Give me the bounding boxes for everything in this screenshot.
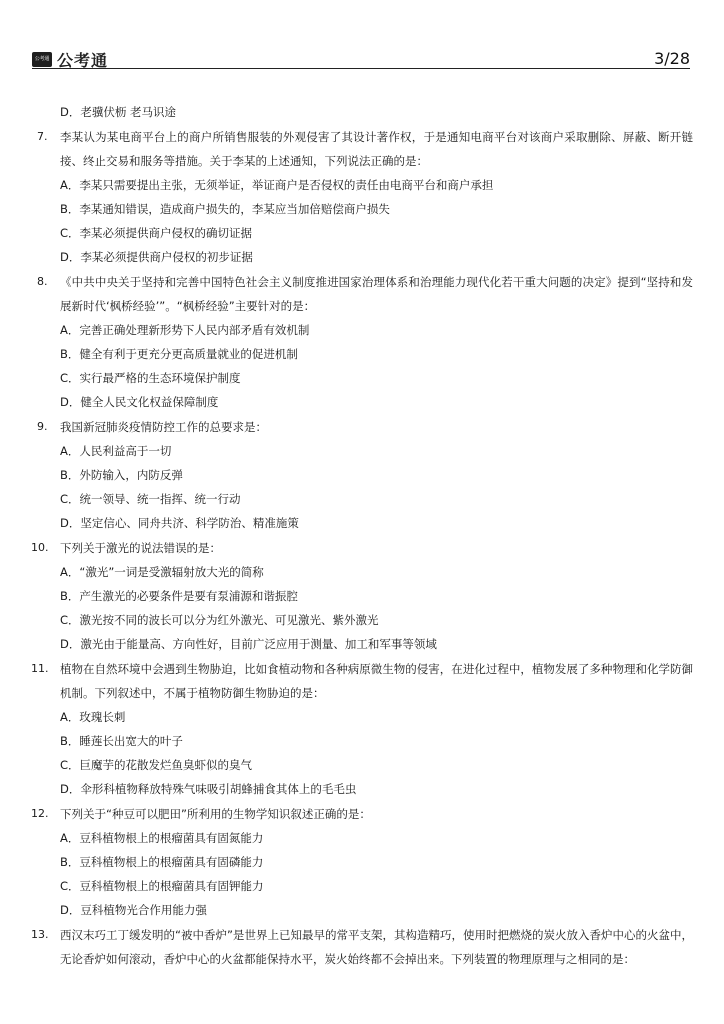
- answer-option: B．产生激光的必要条件是要有泵浦源和谐振腔: [60, 589, 298, 603]
- answer-option: A．人民利益高于一切: [60, 444, 172, 458]
- answer-option: D．伞形科植物释放特殊气味吸引胡蜂捕食其体上的毛毛虫: [60, 782, 357, 796]
- question-block: [37, 415, 693, 535]
- answer-option: C．巨魔芋的花散发烂鱼臭虾似的臭气: [60, 758, 253, 772]
- question-stem: [37, 270, 693, 318]
- page-number: 3/28: [654, 49, 690, 68]
- answer-option: A．完善正确处理新形势下人民内部矛盾有效机制: [60, 323, 310, 337]
- question-block: [37, 270, 693, 414]
- question-stem: [31, 802, 693, 826]
- answer-option: B．睡莲长出宽大的叶子: [60, 734, 183, 748]
- question-stem: [37, 125, 693, 173]
- answer-option: B．外防输入，内防反弹: [60, 468, 183, 482]
- page-header: [32, 0, 690, 68]
- question-text: 《中共中央关于坚持和完善中国特色社会主义制度推进国家治理体系和治理能力现代化若干重大问题的决定》提到“坚持和发展新时代‘枫桥经验’”。“枫桥经验”主要针对的是：: [60, 275, 693, 313]
- question-number: 12.: [31, 807, 49, 820]
- answer-option: A．玫瑰长刺: [60, 710, 126, 724]
- question-stem: [37, 415, 693, 439]
- question-stem: [31, 923, 693, 971]
- question-stem: [31, 657, 693, 705]
- answer-option: A．“激光”一词是受激辐射放大光的简称: [60, 565, 264, 579]
- answer-option: C．李某必须提供商户侵权的确切证据: [60, 226, 253, 240]
- previous-question-option: D．老骥伏枥 老马识途: [60, 105, 177, 119]
- question-block: [31, 923, 693, 971]
- answer-option: C．豆科植物根上的根瘤菌具有固钾能力: [60, 879, 264, 893]
- answer-option: B．健全有利于更充分更高质量就业的促进机制: [60, 347, 298, 361]
- answer-option: B．豆科植物根上的根瘤菌具有固磷能力: [60, 855, 264, 869]
- logo-badge-icon: 公考通: [32, 52, 52, 67]
- header-divider: [32, 68, 690, 69]
- answer-option: D．李某必须提供商户侵权的初步证据: [60, 250, 253, 264]
- answer-option: C．实行最严格的生态环境保护制度: [60, 371, 241, 385]
- question-text: 李某认为某电商平台上的商户所销售服装的外观侵害了其设计著作权，于是通知电商平台对该商户采取删除、屏蔽、断开链接、终止交易和服务等措施。关于李某的上述通知，下列说法正确的是：: [60, 130, 693, 168]
- answer-option: A．李某只需要提出主张，无须举证，举证商户是否侵权的责任由电商平台和商户承担: [60, 178, 494, 192]
- document-body: [31, 100, 693, 971]
- answer-option: D．健全人民文化权益保障制度: [60, 395, 219, 409]
- question-text: 西汉末巧工丁缓发明的“被中香炉”是世界上已知最早的常平支架，其构造精巧，使用时把燃烧的炭火放入香炉中心的火盆中，无论香炉如何滚动，香炉中心的火盆都能保持水平，炭火始终都不会掉出来。下列装置的物理原理与之相同的是：: [60, 928, 693, 966]
- question-number: 9.: [37, 420, 48, 433]
- question-number: 10.: [31, 541, 49, 554]
- question-text: 植物在自然环境中会遇到生物胁迫，比如食植动物和各种病原微生物的侵害，在进化过程中，植物发展了多种物理和化学防御机制。下列叙述中，不属于植物防御生物胁迫的是：: [60, 662, 693, 700]
- question-stem: [31, 536, 693, 560]
- answer-option: D．豆科植物光合作用能力强: [60, 903, 207, 917]
- question-number: 13.: [31, 928, 49, 941]
- question-number: 11.: [31, 662, 49, 675]
- answer-option: A．豆科植物根上的根瘤菌具有固氮能力: [60, 831, 264, 845]
- question-block: [31, 657, 693, 801]
- answer-option: D．激光由于能量高、方向性好，目前广泛应用于测量、加工和军事等领域: [60, 637, 437, 651]
- question-block: [37, 125, 693, 269]
- question-number: 8.: [37, 275, 48, 288]
- question-block: [31, 802, 693, 922]
- brand-logo: [32, 49, 108, 69]
- answer-option: C．激光按不同的波长可以分为红外激光、可见激光、紫外激光: [60, 613, 379, 627]
- question-text: 下列关于“种豆可以肥田”所利用的生物学知识叙述正确的是：: [60, 807, 371, 821]
- answer-option: C．统一领导、统一指挥、统一行动: [60, 492, 241, 506]
- answer-option: D．坚定信心、同舟共济、科学防治、精准施策: [60, 516, 299, 530]
- question-text: 我国新冠肺炎疫情防控工作的总要求是：: [60, 420, 267, 434]
- question-number: 7.: [37, 130, 48, 143]
- question-text: 下列关于激光的说法错误的是：: [60, 541, 221, 555]
- answer-option: B．李某通知错误，造成商户损失的，李某应当加倍赔偿商户损失: [60, 202, 390, 216]
- logo-text: 公考通: [57, 50, 109, 70]
- question-block: [31, 536, 693, 656]
- question-list: [31, 125, 693, 971]
